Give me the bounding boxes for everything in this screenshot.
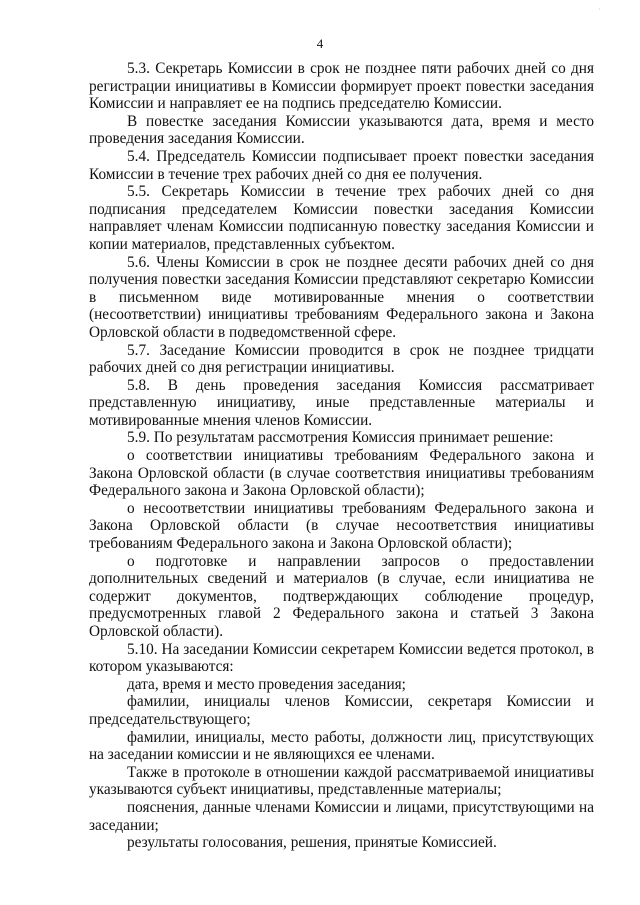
paragraph-5-10: 5.10. На заседании Комиссии секретарем Комиссии ведется протокол, в котором указываются: [89,640,594,676]
paragraph-5-6: 5.6. Члены Комиссии в срок не позднее десяти рабочих дней со дня получения повестки заседания Комиссии представляют секретарю Комиссии в письменном виде мотивированные мнения о соответствии (несоответствии) инициативы требованиям Федерального закона и Закона Орловской области в подведомственной сфере. [89,253,594,341]
paragraph-5-9: 5.9. По результатам рассмотрения Комиссия принимает решение: [127,429,554,447]
protocol-item-members: фамилии, инициалы членов Комиссии, секретаря Комиссии и председательствующего; [89,693,594,728]
decision-request-info: о подготовке и направлении запросов о предоставлении дополнительных сведений и материалов (в случае, если инициатива не содержит документов, подтверждающих соблюдение процедур, предусмотренных главой 2 Федерального закона и статьей 3 Закона Орловской области). [89,552,594,640]
paragraph-5-7: 5.7. Заседание Комиссии проводится в срок не позднее тридцати рабочих дней со дня регистрации инициативы. [89,341,594,377]
corner-mark: · [598,5,601,14]
protocol-item-explanations: пояснения, данные членами Комиссии и лицами, присутствующими на заседании; [89,798,594,834]
protocol-item-voting: результаты голосования, решения, принятые Комиссией. [127,834,497,852]
page-number: 4 [316,36,324,51]
protocol-item-attendees: фамилии, инициалы, место работы, должности лиц, присутствующих на заседании комиссии и не являющихся ее членами. [89,728,594,764]
protocol-item-initiative: Также в протоколе в отношении каждой рассматриваемой инициативы указываются субъект инициативы, представленные материалы; [89,763,594,799]
paragraph-agenda-contents: В повестке заседания Комиссии указываются дата, время и место проведения заседания Комиссии. [89,112,594,148]
paragraph-5-8: 5.8. В день проведения заседания Комиссия рассматривает представленную инициативу, иные представленные материалы и мотивированные мнения членов Комиссии. [89,376,594,429]
decision-compliance: о соответствии инициативы требованиям Федерального закона и Закона Орловской области (в случае соответствия инициативы требованиям Федерального закона и Закона Орловской области); [89,447,594,500]
protocol-item-date: дата, время и место проведения заседания; [127,675,406,693]
document-body [89,60,594,852]
paragraph-5-3: 5.3. Секретарь Комиссии в срок не позднее пяти рабочих дней со дня регистрации инициативы в Комиссии формирует проект повестки заседания Комиссии и направляет ее на подпись председателю Комиссии. [89,60,594,113]
decision-noncompliance: о несоответствии инициативы требованиям Федерального закона и Закона Орловской области (в случае несоответствия инициативы требованиям Федерального закона и Закона Орловской области); [89,499,594,553]
paragraph-5-4: 5.4. Председатель Комиссии подписывает проект повестки заседания Комиссии в течение трех рабочих дней со дня ее получения. [89,147,594,183]
paragraph-5-5: 5.5. Секретарь Комиссии в течение трех рабочих дней со дня подписания председателем Комиссии повестки заседания Комиссии направляет членам Комиссии подписанную повестку заседания Комиссии и копии материалов, представленных субъектом. [89,183,594,253]
